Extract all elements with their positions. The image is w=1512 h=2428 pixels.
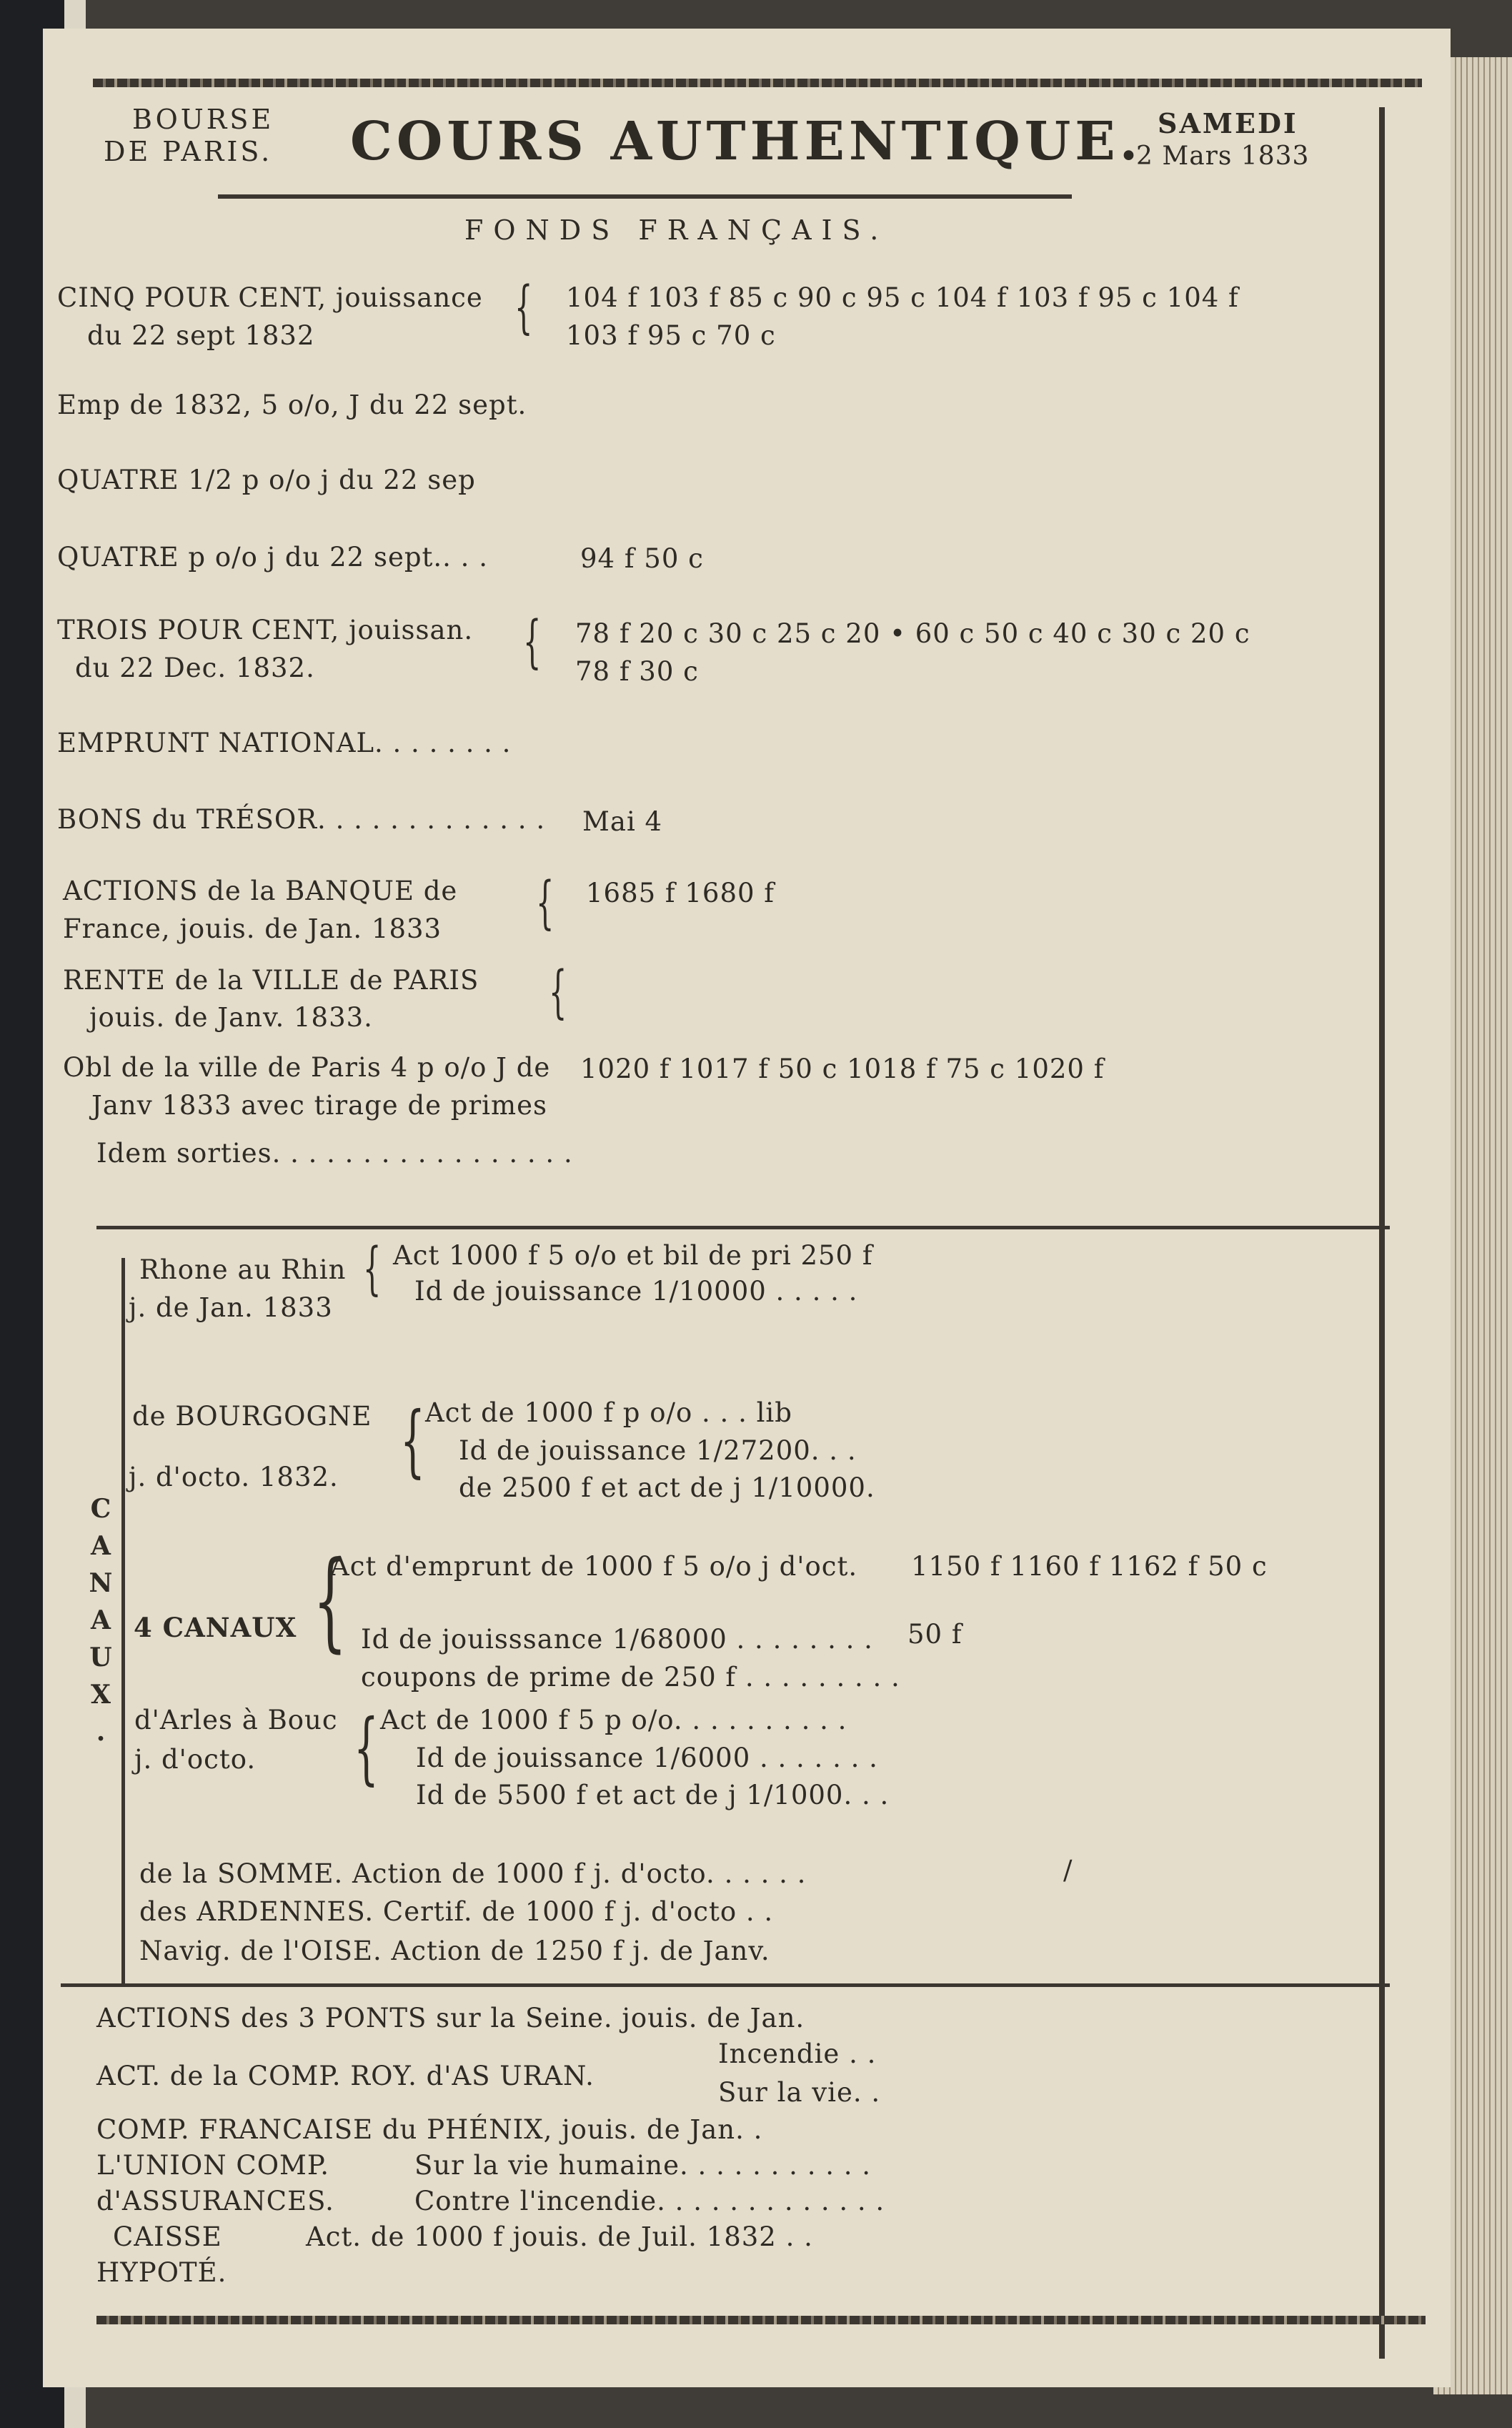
cinq-quote-1: 104 f 103 f 85 c 90 c 95 c 104 f 103 f 95 c 104 f <box>566 282 1239 313</box>
banque-label-2: France, jouis. de Jan. 1833 <box>63 913 442 944</box>
arles-label-2: j. d'octo. <box>134 1744 257 1775</box>
idem-sorties-label: Idem sorties. . . . . . . . . . . . . . . . . <box>96 1138 573 1169</box>
canaux-side-label: CANAUX. <box>86 1494 116 1754</box>
quatre-label: QUATRE p o/o j du 22 sept.. . . <box>57 542 488 573</box>
date-label: 2 Mars 1833 <box>1136 142 1310 171</box>
union-detail-2: Contre l'incendie. . . . . . . . . . . . . <box>414 2186 885 2216</box>
bourgogne-de: de 2500 f et act de j 1/10000. <box>459 1472 875 1503</box>
page-title: COURS AUTHENTIQUE. <box>350 111 1143 172</box>
bons-tresor-quote: Mai 4 <box>582 806 663 837</box>
right-border <box>1379 107 1385 2359</box>
ponts-row: ACTIONS des 3 PONTS sur la Seine. jouis. de Jan. <box>96 2003 805 2033</box>
arles-brace: { <box>354 1702 379 1793</box>
oise-row: Navig. de l'OISE. Action de 1250 f j. de Janv. <box>139 1936 770 1966</box>
trois-label-1: TROIS POUR CENT, jouissan. <box>57 615 474 645</box>
bourse-line2: DE PARIS. <box>104 136 273 167</box>
union-label-2: d'ASSURANCES. <box>96 2186 334 2216</box>
trois-quote-1: 78 f 20 c 30 c 25 c 20 • 60 c 50 c 40 c 30 c 20 c <box>575 618 1250 649</box>
union-label-1: L'UNION COMP. <box>96 2150 330 2181</box>
caisse-label-1: CAISSE <box>113 2221 222 2252</box>
arles-de: Id de 5500 f et act de j 1/1000. . . <box>416 1780 890 1810</box>
rhone-brace: { <box>363 1235 382 1302</box>
trois-brace: { <box>523 608 542 675</box>
qc-id-quote: 50 f <box>907 1619 963 1650</box>
bottom-ornament-rule <box>96 2316 1426 2324</box>
qc-act: Act d'emprunt de 1000 f 5 o/o j d'oct. <box>330 1551 858 1582</box>
document-page <box>43 29 1451 2387</box>
bourgogne-label-1: de BOURGOGNE <box>132 1401 372 1432</box>
bourse-line1: BOURSE <box>132 104 274 135</box>
section-title: FONDS FRANÇAIS. <box>464 214 889 246</box>
caisse-label-2: HYPOTÉ. <box>96 2257 227 2288</box>
rente-paris-label-2: jouis. de Janv. 1833. <box>89 1002 373 1033</box>
union-detail-1: Sur la vie humaine. . . . . . . . . . . <box>414 2150 872 2181</box>
rente-paris-label-1: RENTE de la VILLE de PARIS <box>63 965 479 996</box>
bourgogne-brace: { <box>400 1394 425 1486</box>
quatre-demi-label: QUATRE 1/2 p o/o j du 22 sep <box>57 465 476 495</box>
caisse-detail: Act. de 1000 f jouis. de Juil. 1832 . . <box>306 2221 813 2252</box>
assurances-top-rule <box>61 1983 1390 1987</box>
sur-vie-label: Sur la vie. . <box>718 2077 881 2108</box>
quatre-canaux-brace: { <box>313 1539 347 1663</box>
phenix-row: COMP. FRANCAISE du PHÉNIX, jouis. de Jan. . <box>96 2114 763 2145</box>
banque-quote: 1685 f 1680 f <box>586 878 775 908</box>
cinq-quote-2: 103 f 95 c 70 c <box>566 320 776 351</box>
quatre-canaux-label: 4 CANAUX <box>134 1612 297 1643</box>
qc-act-quote: 1150 f 1160 f 1162 f 50 c <box>911 1551 1268 1582</box>
arles-act: Act de 1000 f 5 p o/o. . . . . . . . . . <box>380 1705 847 1735</box>
ardennes-row: des ARDENNES. Certif. de 1000 f j. d'octo . . <box>139 1896 774 1927</box>
cinq-label-1: CINQ POUR CENT, jouissance <box>57 282 483 313</box>
emprunt-national-label: EMPRUNT NATIONAL. . . . . . . . <box>57 728 512 758</box>
top-ornament-rule <box>93 79 1422 87</box>
qc-coupons: coupons de prime de 250 f . . . . . . . . . <box>361 1662 900 1693</box>
emp-1832-label: Emp de 1832, 5 o/o, J du 22 sept. <box>57 390 527 420</box>
rente-brace: { <box>549 958 567 1025</box>
title-underline <box>218 194 1072 199</box>
bourgogne-act: Act de 1000 f p o/o . . . lib <box>425 1397 792 1428</box>
arles-id: Id de jouissance 1/6000 . . . . . . . <box>416 1743 878 1773</box>
somme-mark: / <box>1063 1855 1073 1886</box>
obl-paris-label-2: Janv 1833 avec tirage de primes <box>91 1090 547 1121</box>
incendie-label: Incendie . . <box>718 2038 877 2069</box>
somme-row: de la SOMME. Action de 1000 f j. d'octo. . . . . . <box>139 1858 807 1889</box>
trois-quote-2: 78 f 30 c <box>575 656 699 687</box>
obl-paris-quote: 1020 f 1017 f 50 c 1018 f 75 c 1020 f <box>580 1054 1105 1084</box>
bons-tresor-label: BONS du TRÉSOR. . . . . . . . . . . . . <box>57 804 546 835</box>
rhone-act: Act 1000 f 5 o/o et bil de pri 250 f <box>393 1240 873 1271</box>
rhone-id: Id de jouissance 1/10000 . . . . . <box>414 1276 858 1307</box>
qc-id: Id de jouisssance 1/68000 . . . . . . . . <box>361 1624 873 1655</box>
bourgogne-id: Id de jouissance 1/27200. . . <box>459 1435 857 1466</box>
quatre-quote: 94 f 50 c <box>580 543 704 574</box>
bourgogne-label-2: j. d'octo. 1832. <box>129 1462 339 1492</box>
comp-roy-row: ACT. de la COMP. ROY. d'AS URAN. <box>96 2061 595 2091</box>
obl-paris-label-1: Obl de la ville de Paris 4 p o/o J de <box>63 1052 551 1083</box>
banque-label-1: ACTIONS de la BANQUE de <box>63 876 458 906</box>
rhone-label-1: Rhone au Rhin <box>139 1254 347 1285</box>
day-label: SAMEDI <box>1158 107 1298 139</box>
canaux-left-rule <box>121 1258 125 1987</box>
canaux-top-rule <box>96 1226 1390 1229</box>
banque-brace: { <box>536 869 554 936</box>
arles-label-1: d'Arles à Bouc <box>134 1705 338 1735</box>
cinq-label-2: du 22 sept 1832 <box>87 320 315 351</box>
rhone-label-2: j. de Jan. 1833 <box>129 1292 333 1323</box>
trois-label-2: du 22 Dec. 1832. <box>75 653 315 683</box>
cinq-brace: { <box>514 274 533 340</box>
